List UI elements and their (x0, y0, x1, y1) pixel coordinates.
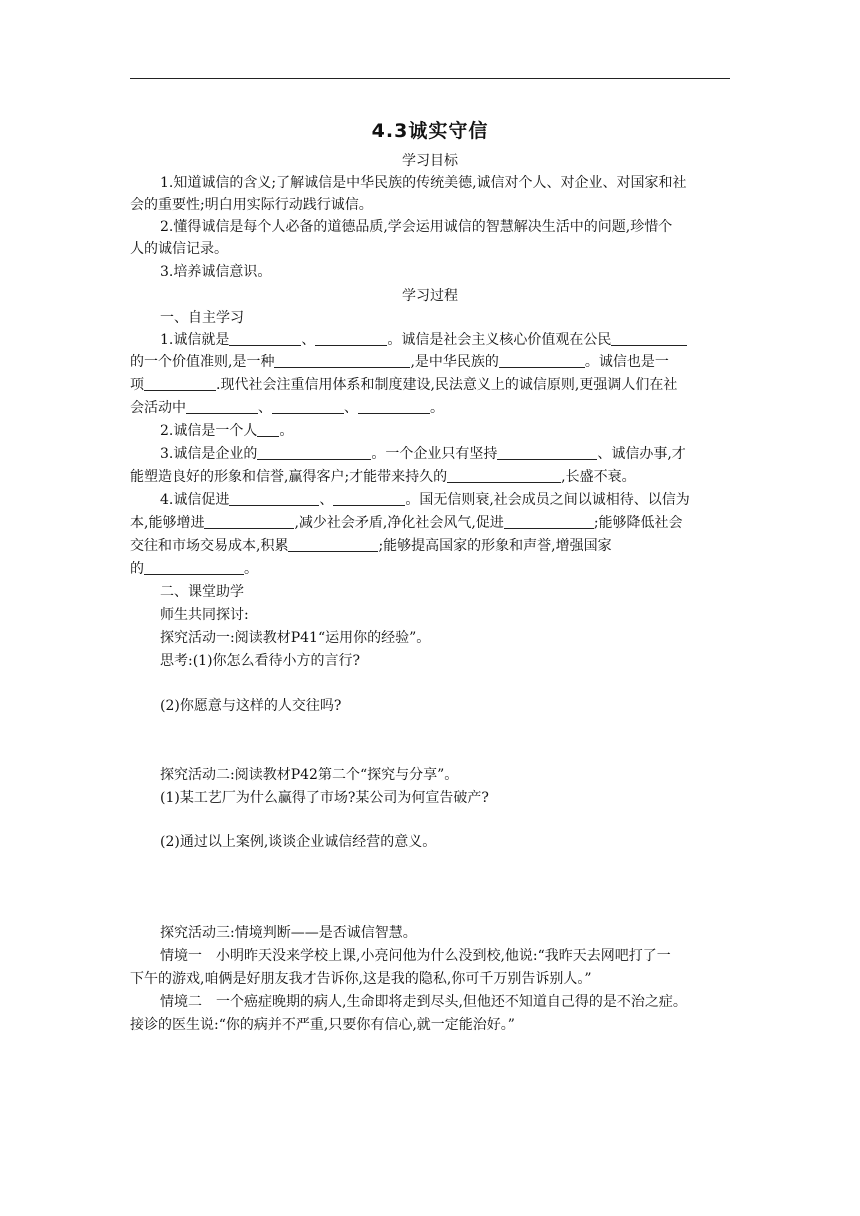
q1-text: 1.诚信就是 (160, 332, 230, 348)
q3-text: 、诚信办事,才 (597, 446, 686, 462)
q4-text: 4.诚信促进 (160, 492, 230, 508)
activity-2-q1: (1)某工艺厂为什么赢得了市场?某公司为何宣告破产? (160, 790, 489, 806)
q1-line-2 (130, 351, 730, 373)
q3-text: ,长盛不衰。 (561, 469, 636, 485)
q4-text: ,减少社会矛盾,净化社会风气,促进 (294, 515, 504, 531)
fill-blank[interactable] (499, 352, 585, 368)
fill-blank[interactable] (447, 467, 561, 483)
fill-blank[interactable] (288, 536, 378, 552)
goal-1-line-2: 会的重要性;明白用实际行动践行诚信。 (130, 197, 373, 213)
q4-text: 。 (244, 561, 258, 577)
q1-text: 。诚信也是一 (584, 354, 669, 370)
q4-text: 。国无信则衰,社会成员之间以诚相待、以信为 (405, 492, 690, 508)
fill-blank[interactable] (274, 352, 410, 368)
scene-2-line-2: 接诊的医生说:“你的病并不严重,只要你有信心,就一定能治好。” (130, 1017, 515, 1033)
q2-line (130, 420, 760, 442)
q1-text: 、 (344, 400, 358, 416)
q3-text: 3.诚信是企业的 (160, 446, 258, 462)
activity-2-title: 探究活动二:阅读教材P42第二个“探究与分享”。 (160, 767, 459, 783)
activity-1-q2: (2)你愿意与这样的人交往吗? (160, 698, 342, 714)
fill-blank[interactable] (144, 559, 244, 575)
scene-1-line-1: 情境一 小明昨天没来学校上课,小亮问他为什么没到校,他说:“我昨天去网吧打了一 (160, 948, 671, 964)
fill-blank[interactable] (229, 490, 319, 506)
q4-line-4 (130, 558, 730, 580)
fill-blank[interactable] (497, 444, 597, 460)
q3-text: 。一个企业只有坚持 (371, 446, 498, 462)
q3-text: 能塑造良好的形象和信誉,赢得客户;才能带来持久的 (130, 469, 448, 485)
q2-text: 。 (279, 423, 294, 439)
q4-line-3 (130, 535, 730, 557)
scene-1-line-2: 下午的游戏,咱俩是好朋友我才告诉你,这是我的隐私,你可千万别告诉别人。” (130, 971, 592, 987)
fill-blank[interactable] (257, 444, 371, 460)
q1-text: 、 (258, 400, 272, 416)
goal-2-line-1: 2.懂得诚信是每个人必备的道德品质,学会运用诚信的智慧解决生活中的问题,珍惜个 (160, 219, 673, 235)
q3-line-1 (130, 443, 760, 465)
goal-2-line-2: 人的诚信记录。 (130, 241, 228, 257)
scene-2-line-1: 情境二 一个癌症晚期的病人,生命即将走到尽头,但他还不知道自己得的是不治之症。 (160, 994, 687, 1010)
q4-line-1 (130, 489, 760, 511)
q1-text: ,是中华民族的 (410, 354, 499, 370)
self-study-heading: 一、自主学习 (160, 310, 244, 326)
activity-3-title: 探究活动三:情境判断——是否诚信智慧。 (160, 925, 417, 941)
class-intro: 师生共同探讨: (160, 607, 249, 623)
q1-line-3 (130, 374, 730, 396)
q4-text: ;能够提高国家的形象和声誉,增强国家 (378, 538, 612, 554)
q1-text: 。 (430, 400, 444, 416)
fill-blank[interactable] (333, 490, 405, 506)
fill-blank[interactable] (358, 398, 430, 414)
fill-blank[interactable] (186, 398, 258, 414)
activity-1-title: 探究活动一:阅读教材P41“运用你的经验”。 (160, 630, 431, 646)
q4-text: 的 (130, 561, 144, 577)
q4-text: 、 (319, 492, 334, 508)
process-heading: 学习过程 (402, 288, 458, 304)
fill-blank[interactable] (272, 398, 344, 414)
goal-3: 3.培养诚信意识。 (160, 264, 272, 280)
activity-2-q2: (2)通过以上案例,谈谈企业诚信经营的意义。 (160, 834, 437, 850)
page-title: 4.3诚实守信 (371, 120, 489, 142)
q1-text: 会活动中 (130, 400, 186, 416)
q1-line-1 (130, 329, 760, 351)
class-heading: 二、课堂助学 (160, 584, 244, 600)
fill-blank[interactable] (144, 375, 216, 391)
goals-heading: 学习目标 (402, 153, 458, 169)
q1-text: 项 (130, 377, 144, 393)
fill-blank[interactable] (504, 513, 594, 529)
q4-text: ;能够降低社会 (593, 515, 683, 531)
q1-text: .现代社会注重信用体系和制度建设,民法意义上的诚信原则,更强调人们在社 (216, 377, 678, 393)
q4-line-2 (130, 512, 730, 534)
header-rule (130, 78, 730, 79)
goal-1-line-1: 1.知道诚信的含义;了解诚信是中华民族的传统美德,诚信对个人、对企业、对国家和社 (160, 175, 687, 191)
q1-text: 的一个价值准则,是一种 (130, 354, 275, 370)
fill-blank[interactable] (257, 421, 279, 437)
fill-blank[interactable] (315, 330, 387, 346)
q4-text: 本,能够增进 (130, 515, 205, 531)
q1-text: 、 (301, 332, 316, 348)
fill-blank[interactable] (611, 330, 687, 346)
activity-1-q1: 思考:(1)你怎么看待小方的言行? (160, 653, 361, 669)
q2-text: 2.诚信是一个人 (160, 423, 258, 439)
q4-text: 交往和市场交易成本,积累 (130, 538, 289, 554)
q1-line-4 (130, 397, 730, 419)
q3-line-2 (130, 466, 730, 488)
fill-blank[interactable] (229, 330, 301, 346)
q1-text: 。诚信是社会主义核心价值观在公民 (387, 332, 612, 348)
fill-blank[interactable] (204, 513, 294, 529)
